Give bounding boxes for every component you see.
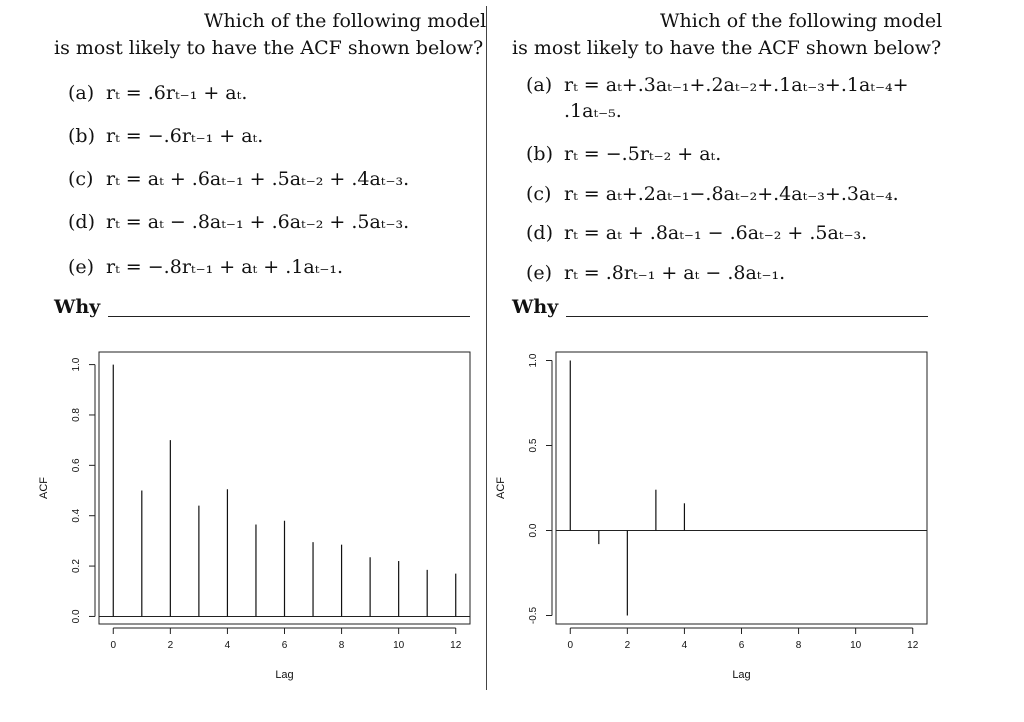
option-text: rₜ = −.6rₜ₋₁ + aₜ.	[106, 125, 264, 147]
problem-right	[495, 0, 1024, 722]
option-label: (c)	[68, 168, 94, 190]
answer-line[interactable]	[108, 316, 470, 317]
question-line-2: is most likely to have the ACF shown below?	[54, 37, 484, 59]
x-tick-label: 10	[850, 640, 862, 651]
plot-frame	[556, 352, 927, 624]
option-text: rₜ = aₜ − .8aₜ₋₁ + .6aₜ₋₂ + .5aₜ₋₃.	[106, 211, 410, 233]
x-tick-label: 4	[224, 640, 231, 651]
option-label: (b)	[526, 143, 553, 165]
option-a	[68, 82, 247, 104]
y-tick-label: 0.6	[71, 458, 83, 473]
y-tick-label: 0.0	[71, 609, 82, 624]
x-axis-label: Lag	[275, 669, 294, 681]
option-b	[68, 125, 263, 147]
x-tick-label: 12	[907, 640, 919, 651]
column-divider	[486, 6, 487, 690]
option-d	[526, 222, 867, 244]
x-tick-label: 0	[110, 640, 117, 651]
x-tick-label: 12	[450, 640, 462, 651]
option-label: (c)	[526, 183, 552, 205]
option-a-continued: .1aₜ₋₅.	[564, 100, 622, 122]
y-tick-label: 1.0	[528, 353, 539, 368]
y-tick-label: 1.0	[71, 357, 82, 372]
option-b	[526, 143, 721, 165]
x-tick-label: 8	[795, 640, 802, 651]
question-line-1: Which of the following model	[660, 10, 943, 32]
x-tick-label: 6	[738, 640, 745, 651]
question-line-2: is most likely to have the ACF shown below?	[512, 37, 942, 59]
option-label: (a)	[526, 74, 553, 96]
x-tick-label: 4	[681, 640, 688, 651]
y-tick-label: 0.5	[528, 438, 539, 453]
option-text: rₜ = aₜ+.2aₜ₋₁−.8aₜ₋₂+.4aₜ₋₃+.3aₜ₋₄.	[564, 183, 899, 205]
option-e	[68, 256, 343, 278]
x-tick-label: 2	[624, 640, 631, 651]
option-label: (d)	[526, 222, 553, 244]
option-text: rₜ = −.8rₜ₋₁ + aₜ + .1aₜ₋₁.	[106, 256, 344, 278]
acf-chart-left	[0, 340, 486, 690]
option-label: (d)	[68, 211, 95, 233]
option-text: rₜ = aₜ + .6aₜ₋₁ + .5aₜ₋₂ + .4aₜ₋₃.	[106, 168, 410, 190]
y-tick-label: 0.0	[528, 523, 539, 538]
option-text: rₜ = −.5rₜ₋₂ + aₜ.	[564, 143, 722, 165]
y-tick-label: 0.2	[71, 559, 82, 574]
problem-left	[0, 0, 487, 722]
y-tick-label: 0.4	[71, 508, 82, 523]
x-tick-label: 2	[167, 640, 174, 651]
option-label: (e)	[526, 262, 553, 284]
option-text: rₜ = aₜ+.3aₜ₋₁+.2aₜ₋₂+.1aₜ₋₃+.1aₜ₋₄+	[564, 74, 909, 96]
y-axis-label: ACF	[38, 477, 50, 499]
option-text: rₜ = .6rₜ₋₁ + aₜ.	[106, 82, 248, 104]
option-a	[526, 74, 909, 96]
x-axis-label: Lag	[732, 669, 751, 681]
question-line-1: Which of the following model	[204, 10, 487, 32]
y-axis-label: ACF	[495, 477, 507, 499]
option-d	[68, 211, 409, 233]
answer-line[interactable]	[566, 316, 928, 317]
x-tick-label: 10	[393, 640, 405, 651]
acf-chart-right	[495, 340, 1024, 690]
option-text: rₜ = aₜ + .8aₜ₋₁ − .6aₜ₋₂ + .5aₜ₋₃.	[564, 222, 868, 244]
option-e	[526, 262, 785, 284]
option-label: (a)	[68, 82, 95, 104]
option-label: (e)	[68, 256, 95, 278]
option-text: rₜ = .8rₜ₋₁ + aₜ − .8aₜ₋₁.	[564, 262, 786, 284]
why-label: Why	[54, 296, 101, 318]
option-c	[68, 168, 409, 190]
y-tick-label: -0.5	[528, 606, 539, 625]
y-tick-label: 0.8	[71, 408, 82, 422]
x-tick-label: 6	[281, 640, 288, 651]
x-tick-label: 8	[338, 640, 345, 651]
x-tick-label: 0	[567, 640, 574, 651]
why-label: Why	[512, 296, 559, 318]
option-c	[526, 183, 899, 205]
option-label: (b)	[68, 125, 95, 147]
